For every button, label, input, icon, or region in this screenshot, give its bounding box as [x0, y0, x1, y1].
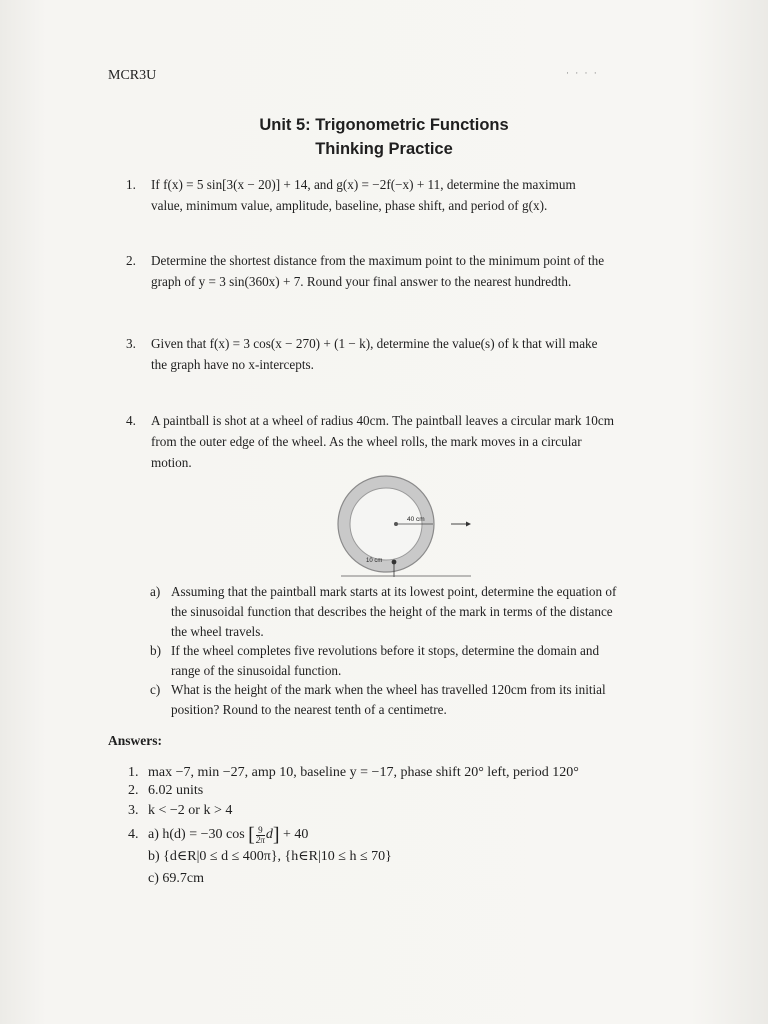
answer-number: 3.	[128, 803, 139, 818]
question-number: 4.	[126, 413, 136, 428]
question-2	[126, 250, 666, 292]
page-subtitle: Thinking Practice	[315, 140, 453, 158]
question-number: 1.	[126, 177, 136, 192]
subpart-text: range of the sinusoidal function.	[171, 663, 342, 678]
subpart-text: the sinusoidal function that describes the height of the mark in terms of the distance	[171, 604, 613, 619]
question-text: motion.	[151, 455, 192, 470]
subpart-label: a)	[150, 584, 161, 599]
answer-number: 4.	[128, 827, 139, 842]
answer-text: 6.02 units	[148, 783, 204, 798]
question-text: value, minimum value, amplitude, baseline, phase shift, and period of g(x).	[151, 198, 548, 213]
subpart-a	[150, 582, 670, 642]
answer-4	[128, 824, 688, 890]
question-text: graph of y = 3 sin(360x) + 7. Round your final answer to the nearest hundredth.	[151, 274, 572, 289]
fraction-denominator: 2π	[255, 834, 265, 845]
subpart-label: b)	[150, 643, 161, 658]
fraction	[256, 826, 265, 845]
question-4	[126, 410, 666, 473]
question-number: 3.	[126, 336, 136, 351]
paintball-mark	[392, 560, 397, 565]
subpart-label: c)	[150, 682, 161, 697]
subpart-text: the wheel travels.	[171, 624, 264, 639]
question-text: Determine the shortest distance from the maximum point to the minimum point of the	[151, 253, 605, 268]
question-text: the graph have no x-intercepts.	[151, 357, 314, 372]
question-3	[126, 333, 666, 375]
answer-4a-prefix: a) h(d) = −30 cos	[148, 827, 245, 843]
answer-4a-variable: d	[265, 827, 273, 843]
course-code: MCR3U	[108, 68, 157, 83]
motion-arrowhead	[466, 522, 471, 527]
answer-text: max −7, min −27, amp 10, baseline y = −17, phase shift 20° left, period 120°	[148, 765, 579, 780]
subpart-text: What is the height of the mark when the wheel has travelled 120cm from its initial	[171, 682, 606, 697]
page-title: Unit 5: Trigonometric Functions	[259, 116, 509, 134]
question-text: from the outer edge of the wheel. As the wheel rolls, the mark moves in a circular	[151, 434, 582, 449]
subpart-text: If the wheel completes five revolutions before it stops, determine the domain and	[171, 643, 600, 658]
question-text: If f(x) = 5 sin[3(x − 20)] + 14, and g(x) = −2f(−x) + 11, determine the maximum	[151, 177, 576, 192]
answer-2	[128, 780, 688, 802]
fraction-numerator: 9	[256, 826, 265, 836]
bracket-close: ]	[272, 824, 280, 846]
scan-artifact: · · · ·	[566, 68, 599, 78]
wheel-diagram	[336, 474, 486, 584]
question-1	[126, 174, 666, 216]
answer-4c: c) 69.7cm	[148, 871, 204, 887]
subpart-c	[150, 680, 670, 720]
answer-number: 2.	[128, 783, 139, 798]
bracket-open: [	[248, 824, 255, 846]
answer-4a	[148, 824, 688, 846]
question-number: 2.	[126, 253, 136, 268]
wheel-center-dot	[394, 522, 398, 526]
answer-4b: b) {d∈R|0 ≤ d ≤ 400π}, {h∈R|10 ≤ h ≤ 70}	[148, 849, 392, 865]
subpart-b	[150, 641, 670, 681]
answer-text: k < −2 or k > 4	[148, 803, 233, 818]
subpart-text: position? Round to the nearest tenth of a centimetre.	[171, 702, 447, 717]
answer-number: 1.	[128, 765, 139, 780]
radius-label: 40 cm	[407, 516, 425, 523]
answer-3	[128, 800, 688, 822]
subpart-text: Assuming that the paintball mark starts at its lowest point, determine the equation of	[171, 584, 617, 599]
answer-4a-suffix: + 40	[283, 827, 309, 843]
answers-heading: Answers:	[108, 733, 162, 748]
mark-label: 10 cm	[366, 558, 383, 564]
question-text: A paintball is shot at a wheel of radius 40cm. The paintball leaves a circular mark 10cm	[151, 413, 615, 428]
question-text: Given that f(x) = 3 cos(x − 270) + (1 − k), determine the value(s) of k that will make	[151, 336, 598, 351]
